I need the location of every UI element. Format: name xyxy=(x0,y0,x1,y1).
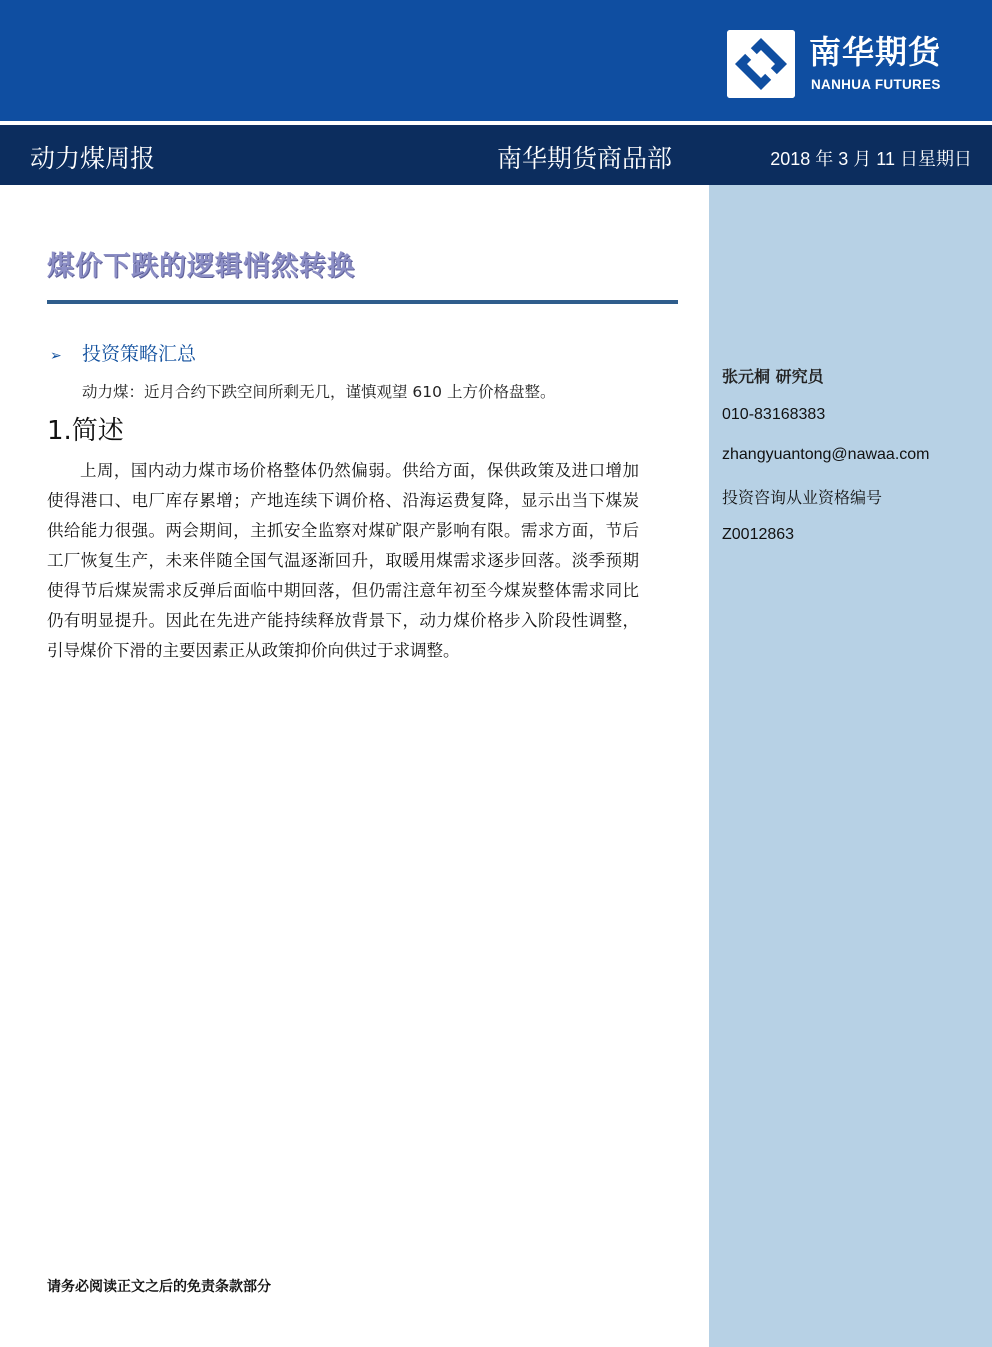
license-number: Z0012863 xyxy=(722,526,795,543)
report-title-bar xyxy=(0,125,992,185)
analyst-sidebar xyxy=(709,185,992,1347)
disclaimer: 请务必阅读正文之后的免责条款部分 xyxy=(47,1279,271,1295)
strategy-heading xyxy=(50,339,196,366)
arrow-bullet-icon: ➢ xyxy=(50,348,62,364)
strategy-summary: 动力煤：近月合约下跌空间所剩无几，谨慎观望 610 上方价格盘整。 xyxy=(82,383,556,401)
license-label: 投资咨询从业资格编号 xyxy=(722,490,883,507)
nanhua-logo xyxy=(727,28,967,98)
report-date: 2018 年 3 月 11 日星期日 xyxy=(770,149,972,169)
report-type: 动力煤周报 xyxy=(30,144,156,173)
headline: 煤价下跌的逻辑悄然转换 xyxy=(47,251,355,282)
top-banner xyxy=(0,0,992,121)
strategy-heading-label: 投资策略汇总 xyxy=(82,343,197,365)
body-paragraph: 上周，国内动力煤市场价格整体仍然偏弱。供给方面，保供政策及进口增加使得港口、电厂库存累增；产地连续下调价格、沿海运费复降，显示出当下煤炭供给能力很强。两会期间，主抓安全监察对煤矿限产影响有限。需求方面，节后工厂恢复生产，未来伴随全国气温逐渐回升，取暖用煤需求逐步回落。淡季预期使得节后煤炭需求反弹后面临中期回落，但仍需注意年初至今煤炭整体需求同比仍有明显提升。因此在先进产能持续释放背景下，动力煤价格步入阶段性调整，引导煤价下滑的主要因素正从政策抑价向供过于求调整。 xyxy=(47,461,639,660)
analyst-phone: 010-83168383 xyxy=(722,406,826,423)
headline-divider xyxy=(47,300,678,304)
logo-english-name: NANHUA FUTURES xyxy=(811,77,941,92)
section-title: 1.简述 xyxy=(47,416,124,446)
analyst-email: zhangyuantong@nawaa.com xyxy=(722,446,930,463)
logo-chinese-name: 南华期货 xyxy=(809,33,942,71)
department-name: 南华期货商品部 xyxy=(497,144,673,173)
nanhua-logo-icon xyxy=(727,30,795,98)
analyst-name: 张元桐 研究员 xyxy=(722,367,824,386)
